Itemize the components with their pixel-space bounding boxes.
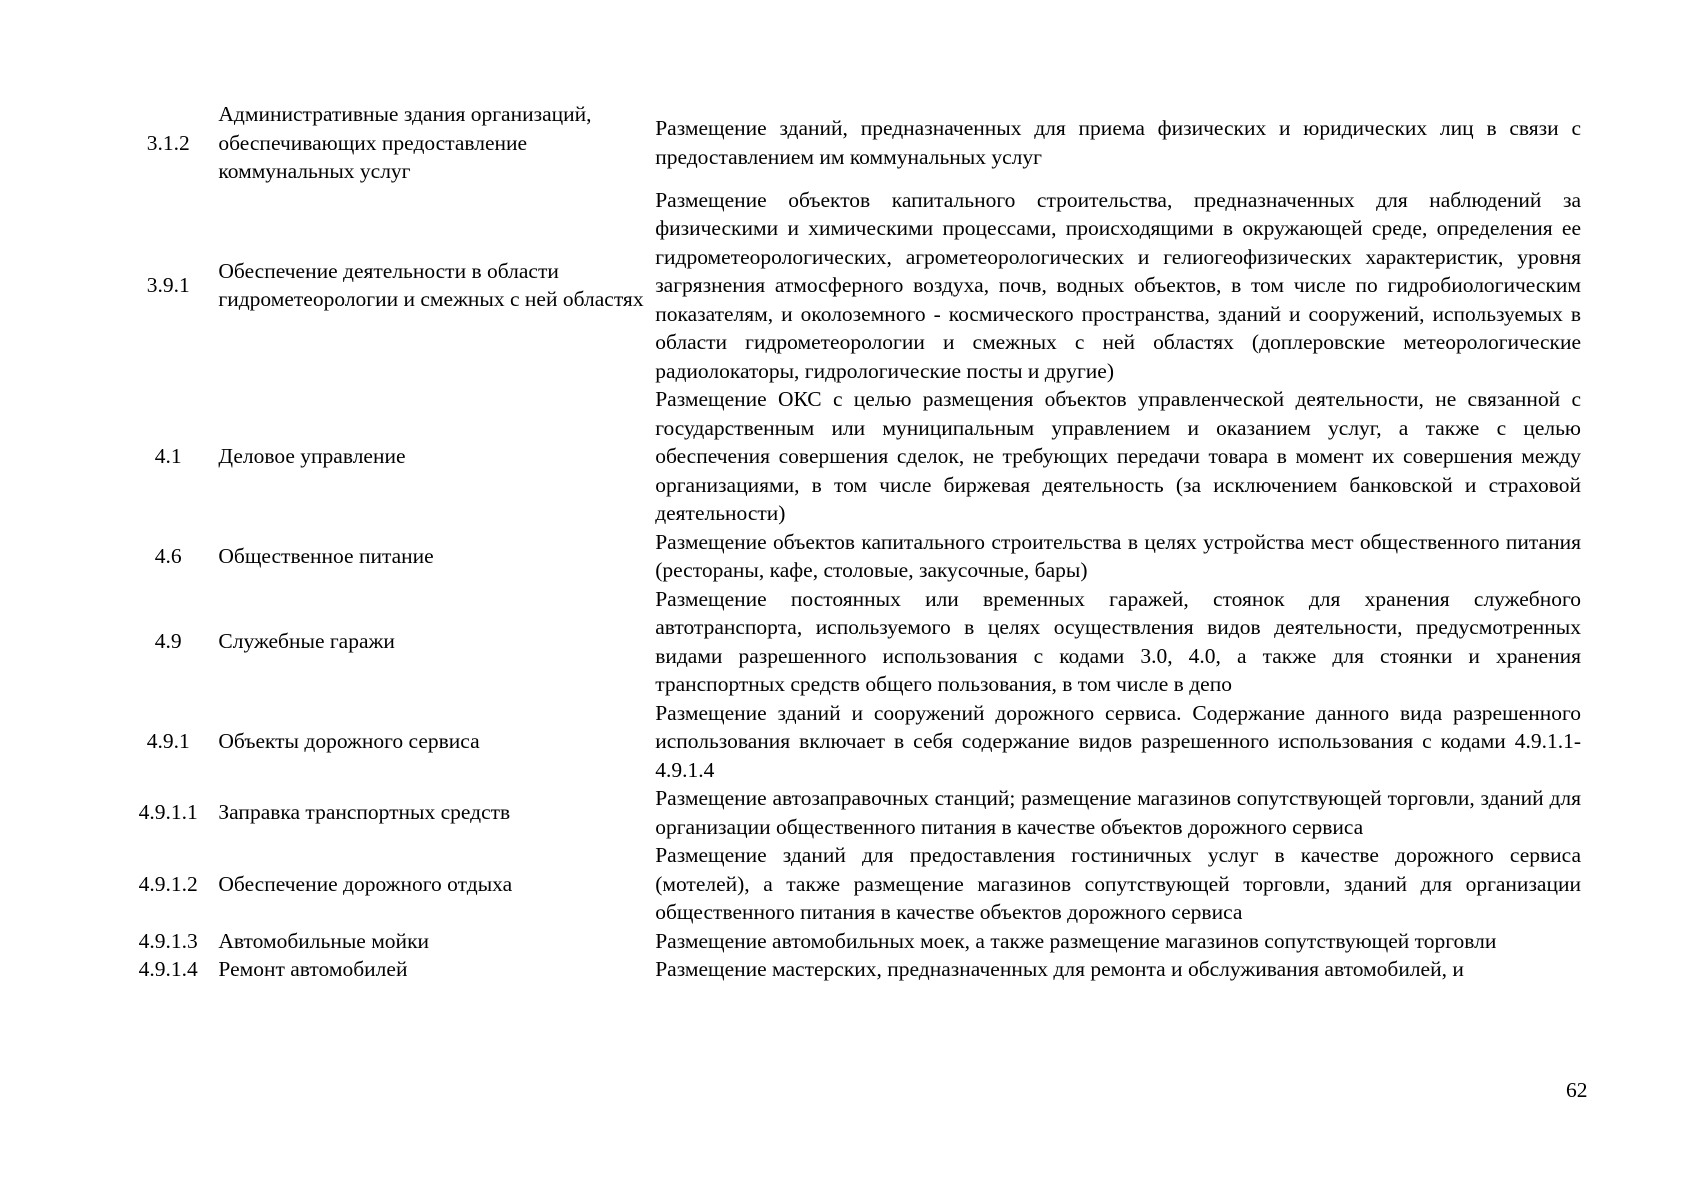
row-description: Размещение зданий и сооружений дорожного сервиса. Содержание данного вида разрешенного использования включает в себя содержание видов разрешенного использования с кодами 4.9.1.1-4.9.1.4 xyxy=(655,700,1581,782)
page-number: 62 xyxy=(1566,1078,1588,1102)
row-description: Размещение постоянных или временных гаражей, стоянок для хранения служебного автотранспорта, используемого в целях осуществления видов деятельности, предусмотренных видами разрешенного использования с кодами 3.0, 4.0, а также для стоянки и хранения транспортных средств общего пользования, в том числе в депо xyxy=(655,586,1581,696)
row-name: Объекты дорожного сервиса xyxy=(218,729,480,753)
row-name: Заправка транспортных средств xyxy=(218,800,511,825)
row-name: Обеспечение деятельности в области гидрометеорологии и смежных с ней областях xyxy=(218,258,644,312)
land-use-table xyxy=(118,100,1581,984)
table-row xyxy=(118,699,1581,785)
row-description: Размещение мастерских, предназначенных для ремонта и обслуживания автомобилей, и xyxy=(655,957,1464,981)
row-name: Обеспечение дорожного отдыха xyxy=(218,871,513,896)
table-row xyxy=(118,784,1581,841)
row-description: Размещение объектов капитального строительства, предназначенных для наблюдений за физическими и химическими процессами, происходящими в окружающей среде, определения ее гидрометеорологических, агрометеорологических и гелиогеофизических характеристик, уровня загрязнения атмосферного воздуха, почв, водных объектов, в том числе по гидробиологическим показателям, и околоземного - космического пространства, зданий и сооружений, используемых в области гидрометеорологии и смежных с ней областях (доплеровские метеорологические радиолокаторы, гидрологические посты и другие) xyxy=(655,187,1581,383)
row-name: Общественное питание xyxy=(218,543,434,568)
row-description: Размещение объектов капитального строительства в целях устройства мест общественного питания (рестораны, кафе, столовые, закусочные, бары) xyxy=(655,529,1581,582)
table-row xyxy=(118,100,1581,186)
table-row xyxy=(118,955,1581,984)
row-description: Размещение автозаправочных станций; размещение магазинов сопутствующей торговли, зданий для организации общественного питания в качестве объектов дорожного сервиса xyxy=(655,786,1581,839)
row-code: 4.9.1 xyxy=(146,729,190,753)
table-row xyxy=(118,385,1581,528)
row-description: Размещение зданий, предназначенных для приема физических и юридических лиц в связи с предоставлением им коммунальных услуг xyxy=(655,116,1581,169)
row-name: Ремонт автомобилей xyxy=(218,957,408,981)
row-name: Служебные гаражи xyxy=(218,629,395,654)
row-code: 4.1 xyxy=(154,444,182,468)
row-code: 4.6 xyxy=(154,543,182,568)
row-code: 4.9.1.3 xyxy=(138,928,198,953)
row-code: 3.1.2 xyxy=(146,130,190,155)
row-description: Размещение автомобильных моек, а также размещение магазинов сопутствующей торговли xyxy=(655,928,1497,953)
row-code: 3.9.1 xyxy=(146,273,190,297)
row-code: 4.9 xyxy=(154,629,182,654)
row-code: 4.9.1.2 xyxy=(138,871,198,896)
table-row xyxy=(118,528,1581,585)
row-name: Автомобильные мойки xyxy=(218,928,430,953)
table-row xyxy=(118,186,1581,386)
row-description: Размещение ОКС с целью размещения объектов управленческой деятельности, не связанной с государственным или муниципальным управлением и оказанием услуг, а также с целью обеспечения совершения сделок, не требующих передачи товара в момент их совершения между организациями, в том числе биржевая деятельность (за исключением банковской и страховой деятельности) xyxy=(655,387,1581,525)
row-code: 4.9.1.1 xyxy=(138,800,198,825)
row-name: Деловое управление xyxy=(218,444,406,468)
row-code: 4.9.1.4 xyxy=(138,957,198,981)
row-description: Размещение зданий для предоставления гостиничных услуг в качестве дорожного сервиса (мотелей), а также размещение магазинов сопутствующей торговли, зданий для организации общественного питания в качестве объектов дорожного сервиса xyxy=(655,843,1581,924)
table-row xyxy=(118,927,1581,956)
row-name: Административные здания организаций, обеспечивающих предоставление коммунальных услуг xyxy=(218,102,592,183)
table-row xyxy=(118,585,1581,699)
table-row xyxy=(118,841,1581,927)
